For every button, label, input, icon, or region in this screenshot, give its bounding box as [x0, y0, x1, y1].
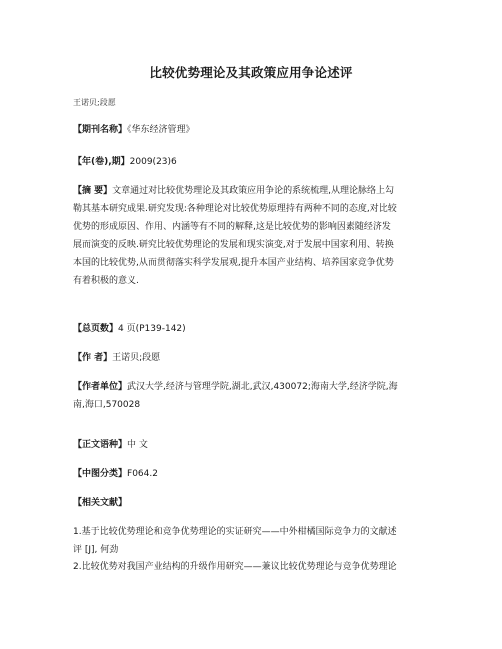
language-value: 中 文 [127, 440, 148, 450]
language-label: 【正文语种】 [73, 440, 128, 450]
affiliation-field [73, 378, 429, 414]
journal-label: 【期刊名称】 [73, 125, 128, 135]
journal-field [73, 121, 429, 139]
classification-value: F064.2 [127, 469, 158, 479]
abstract-line: 展而演变的反映.研究比较优势理论的发展和现实演变,对于发展中国家利用、转换 [73, 240, 394, 250]
pages-label: 【总页数】 [73, 324, 119, 334]
reference-title-line: 2.比较优势对我国产业结构的升级作用研究——兼议比较优势理论与竞争优势理论 [73, 562, 397, 572]
references-heading [73, 494, 429, 512]
abstract-line: 本国的比较优势,从而贯彻落实科学发展观,提升本国产业结构、培养国家竞争优势 [73, 258, 394, 268]
affiliation-label: 【作者单位】 [73, 382, 128, 392]
year-issue-label: 【年(卷),期】 [73, 157, 130, 167]
affiliation-line: 武汉大学,经济与管理学院,湖北,武汉,430072;海南大学,经济学院,海 [127, 382, 398, 392]
reference-title-line: 1.基于比较优势理论和竞争优势理论的实证研究——中外柑橘国际竞争力的文献述 [73, 527, 397, 537]
authors-label: 【作 者】 [73, 353, 113, 363]
year-issue-field [73, 153, 429, 171]
abstract-label: 【摘 要】 [73, 186, 113, 196]
classification-label: 【中图分类】 [73, 469, 128, 479]
affiliation-line: 南,海口,570028 [73, 400, 141, 410]
abstract-field [73, 182, 429, 290]
classification-field [73, 465, 429, 483]
reference-item[interactable] [73, 559, 433, 577]
abstract-line: 文章通过对比较优势理论及其政策应用争论的系统梳理,从理论脉络上勾 [112, 186, 395, 196]
reference-title-line: 评 [J], 何劲 [73, 544, 119, 555]
year-issue-value: 2009(23)6 [129, 157, 177, 167]
pages-value: 4 页(P139-142) [118, 324, 186, 334]
pages-field [73, 320, 429, 338]
author-line: 王诺贝;段愿 [73, 98, 116, 107]
reference-item[interactable] [73, 524, 433, 559]
document-title: 比较优势理论及其政策应用争论述评 [149, 65, 353, 80]
abstract-line: 优势的形成原因、作用、内涵等有不同的解释,这是比较优势的影响因素随经济发 [73, 222, 391, 232]
references-label: 【相关文献】 [73, 498, 128, 508]
authors-field [73, 349, 429, 367]
language-field [73, 436, 429, 454]
journal-value: 《华东经济管理》 [127, 125, 195, 135]
references-list [73, 524, 433, 577]
authors-value: 王诺贝;段愿 [112, 353, 161, 363]
abstract-line: 勒其基本研究成果.研究发现:各种理论对比较优势原理持有两种不同的态度,对比较 [73, 204, 397, 214]
abstract-line: 有着积极的意义. [73, 276, 139, 286]
